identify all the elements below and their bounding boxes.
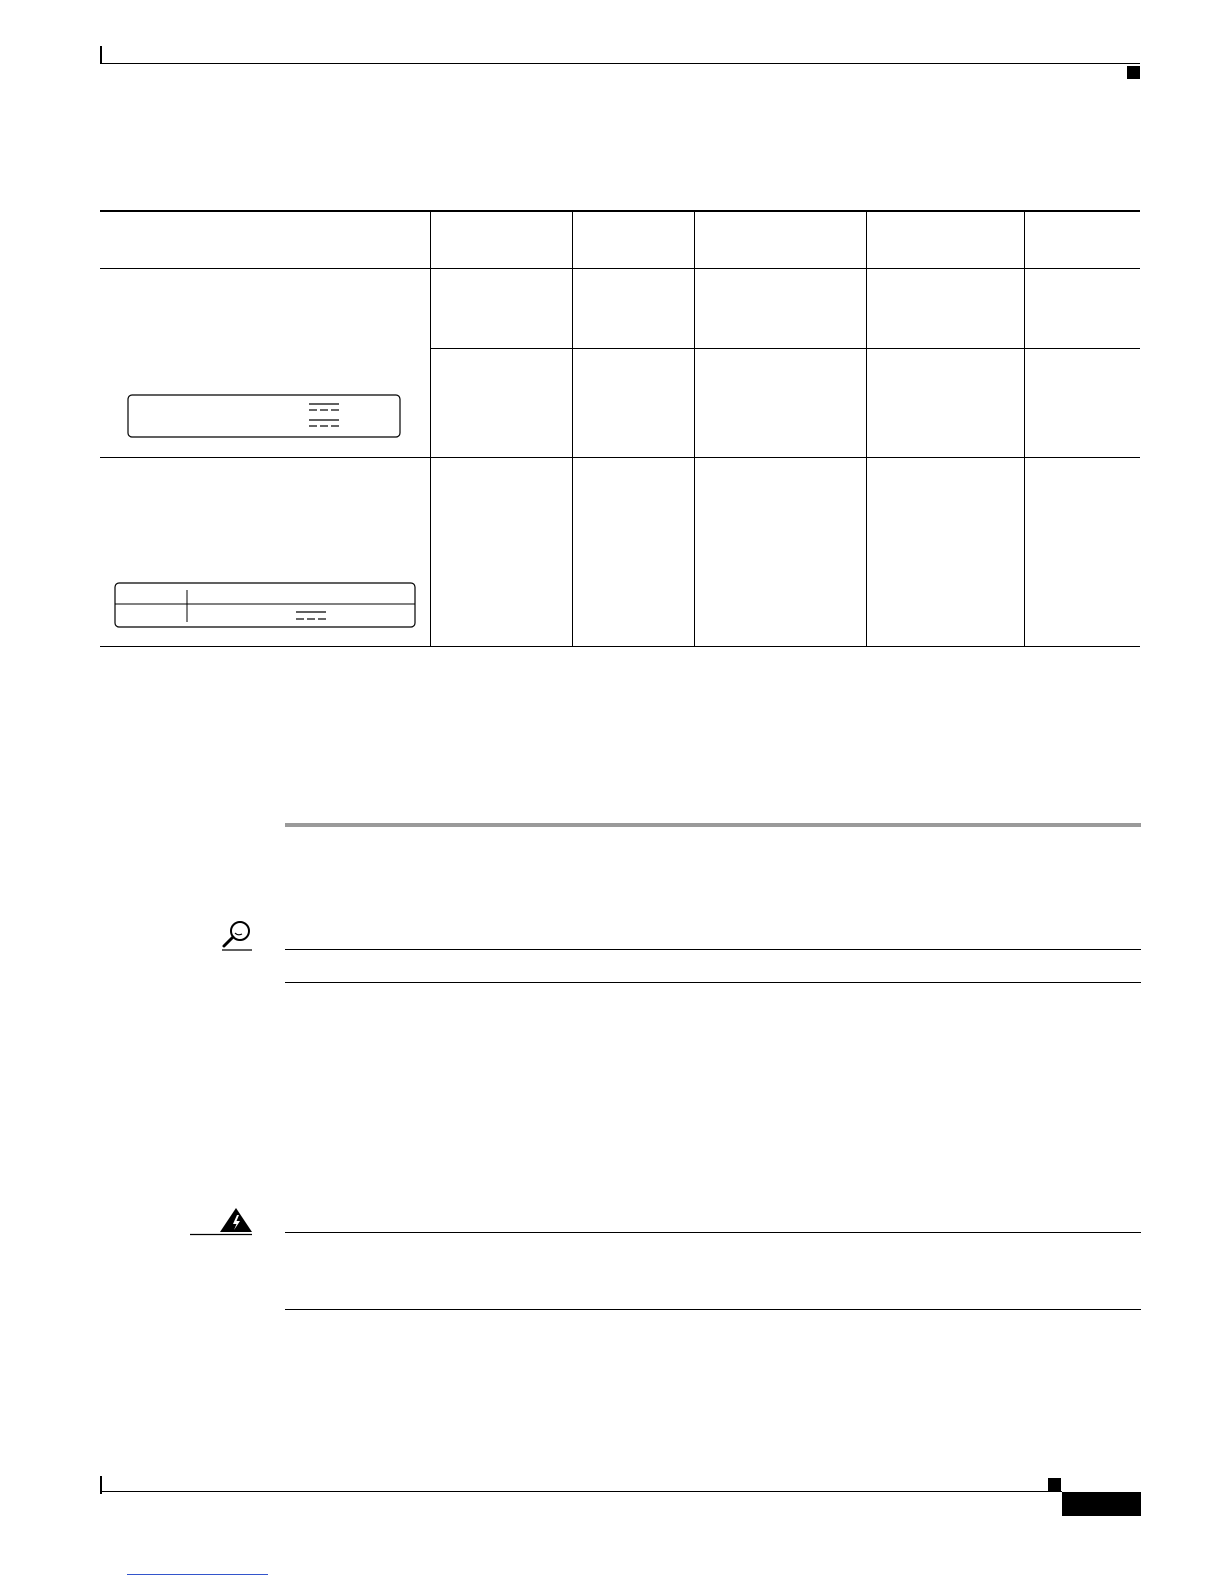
- table-col-sep-4: [866, 210, 867, 647]
- table-col-sep-2: [572, 210, 573, 647]
- header-rule: [100, 63, 1140, 64]
- footer-rule: [100, 1491, 1062, 1492]
- warning-top-rule: [285, 1232, 1141, 1233]
- table-row-rule: [100, 457, 1140, 458]
- header-square-marker: [1127, 66, 1140, 79]
- spec-table: [100, 210, 1140, 648]
- warning-icon: [190, 1206, 254, 1236]
- table-col-sep-1: [430, 210, 431, 647]
- table-subrow-rule: [430, 348, 1140, 349]
- footer-link[interactable]: [127, 1556, 268, 1575]
- panel-label-dc-symbols: [127, 394, 401, 438]
- tip-top-rule: [285, 949, 1141, 950]
- warning-bottom-rule: [285, 1309, 1141, 1310]
- footer-square-marker: [1048, 1478, 1061, 1491]
- magnifier-icon: [220, 919, 254, 951]
- footer-page-tab: [1062, 1492, 1141, 1516]
- table-top-rule: [100, 210, 1140, 212]
- tip-bottom-rule: [285, 982, 1141, 983]
- procedure-end-rule: [285, 823, 1141, 827]
- table-col-sep-5: [1024, 210, 1025, 647]
- table-header-rule: [100, 268, 1140, 269]
- panel-label-two-row: [114, 582, 416, 628]
- header-left-tick: [100, 46, 102, 64]
- table-col-sep-3: [694, 210, 695, 647]
- table-bottom-rule: [100, 646, 1140, 647]
